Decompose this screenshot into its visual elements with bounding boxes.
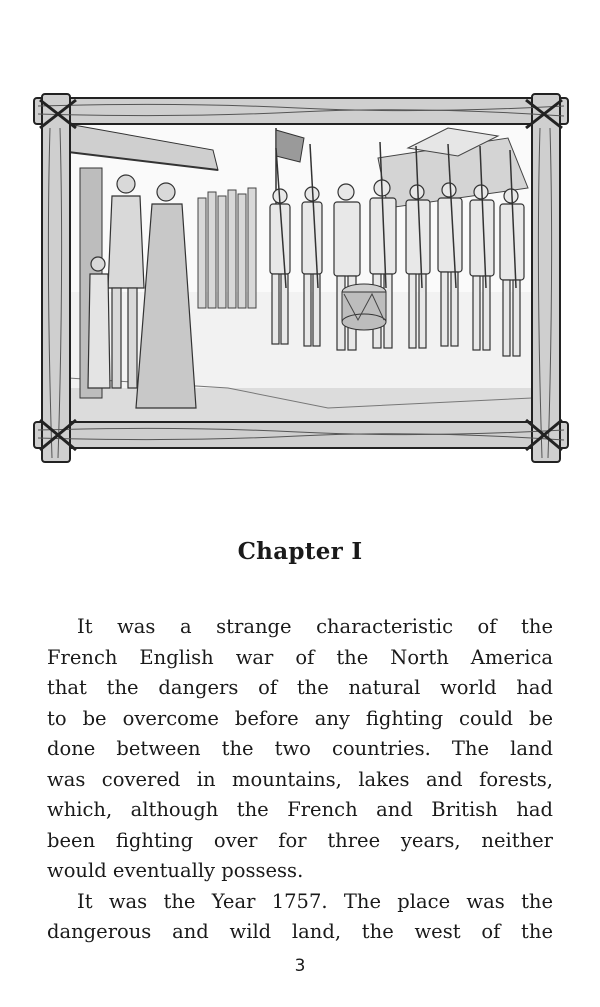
text-line: been fighting over for three years, neither xyxy=(47,828,553,852)
chapter-illustration xyxy=(28,88,574,468)
text-line: French English war of the North America xyxy=(47,645,553,669)
body-text xyxy=(47,612,553,948)
paragraph xyxy=(47,612,553,887)
text-line: dangerous and wild land, the west of the xyxy=(47,920,553,943)
chapter-title: Chapter I xyxy=(237,538,363,565)
text-line: that the dangers of the natural world had xyxy=(47,676,553,699)
text-line: It was the Year 1757. The place was the xyxy=(77,889,553,913)
page-number: 3 xyxy=(294,956,306,976)
text-line: was covered in mountains, lakes and forests, xyxy=(47,767,553,791)
text-line: would eventually possess. xyxy=(47,859,304,882)
text-line: to be overcome before any fighting could be xyxy=(47,706,553,730)
text-line: done between the two countries. The land xyxy=(47,737,553,760)
text-line: It was a strange characteristic of the xyxy=(77,615,553,638)
paragraph xyxy=(47,887,553,948)
text-line: which, although the French and British had xyxy=(47,798,553,821)
